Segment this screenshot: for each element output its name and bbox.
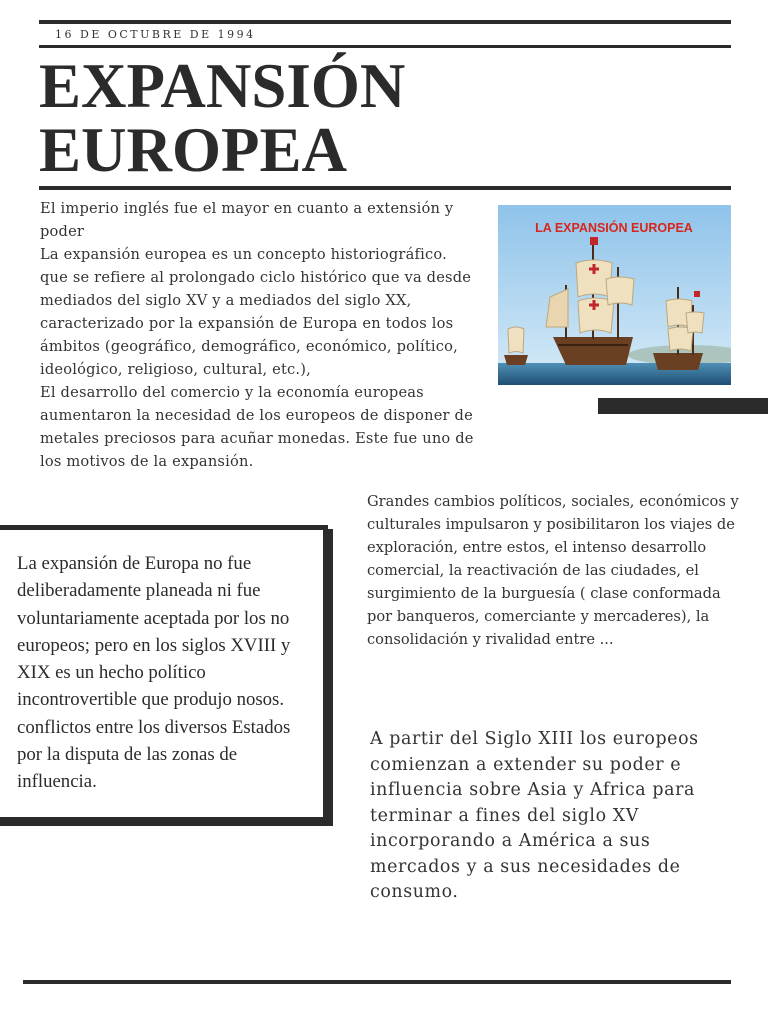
- intro-paragraph: El desarrollo del comercio y la economía europeas aumentaron la necesidad de los europeos de disponer de metales preciosos para acuñar monedas. Este fue uno de los motivos de la expansión.: [40, 384, 474, 470]
- ships-illustration: [498, 205, 731, 385]
- bottom-rule: [23, 980, 731, 984]
- issue-date: 16 DE OCTUBRE DE 1994: [55, 28, 256, 41]
- right-column-paragraph-2: A partir del Siglo XIII los europeos comienzan a extender su poder e influencia sobre Asia y Africa para terminar a fines del siglo XV incorporando a América a sus mercados y a sus necesidades de consumo.: [370, 729, 699, 902]
- headline-rule: [39, 186, 731, 190]
- accent-bar: [598, 398, 768, 414]
- hero-caption: LA EXPANSIÓN EUROPEA: [535, 221, 693, 235]
- intro-paragraph: El imperio inglés fue el mayor en cuanto a extensión y poder: [40, 200, 454, 240]
- boxed-note: [0, 525, 328, 822]
- boxed-note-text: La expansión de Europa no fue deliberadamente planeada ni fue voluntariamente aceptada por los no europeos; pero en los siglos XVIII y XIX es un hecho político incontrovertible que produjo nosos. conflictos entre los diversos Estados por la disputa de las zonas de influencia.: [17, 553, 291, 793]
- page-title-line-1: EXPANSIÓN: [39, 51, 406, 121]
- right-column-paragraph-1: Grandes cambios políticos, sociales, económicos y culturales impulsaron y posibilitaron los viajes de exploración, entre estos, el intenso desarrollo comercial, la reactivación de las ciudades, el surgimiento de la burguesía ( clase conformada por banqueros, comerciante y mercaderes), la consolidación y rivalidad entre ...: [367, 493, 739, 648]
- page-title: [39, 51, 599, 185]
- hero-image: [498, 205, 731, 385]
- top-rule-secondary: [39, 45, 731, 48]
- page-title-line-2: EUROPEA: [39, 115, 348, 185]
- intro-text: [40, 197, 498, 473]
- top-rule: [39, 20, 731, 24]
- intro-paragraph: La expansión europea es un concepto historiográfico.: [40, 246, 447, 263]
- intro-paragraph: que se refiere al prolongado ciclo histórico que va desde mediados del siglo XV y a mediados del siglo XX, caracterizado por la expansión de Europa en todos los ámbitos (geográfico, demográfico, económico, político, ideológico, religioso, cultural, etc.),: [40, 269, 472, 378]
